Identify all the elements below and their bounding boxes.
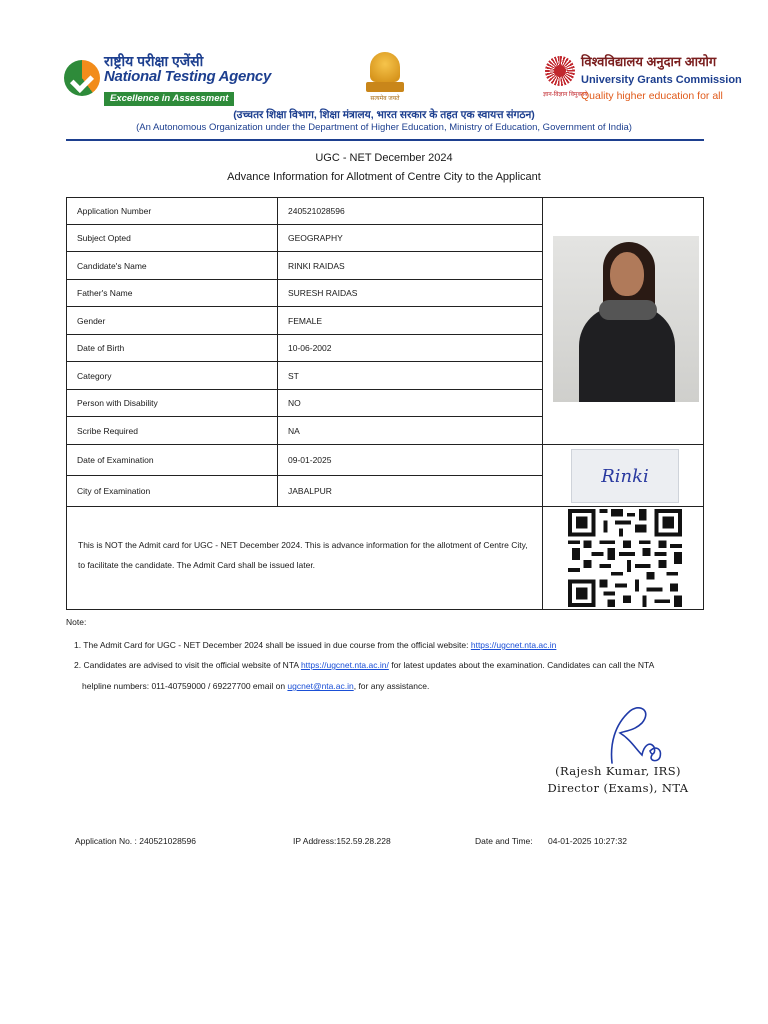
note-2-text-c: helpline numbers: 011-40759000 / 69227700 email on: [82, 681, 288, 691]
email-link[interactable]: ugcnet@nta.ac.in: [287, 681, 354, 691]
row-label: Candidate's Name: [67, 252, 278, 279]
row-value: 240521028596: [278, 198, 543, 224]
row-value: FEMALE: [278, 307, 543, 334]
table-row: [67, 476, 543, 507]
ugcnet-website-link[interactable]: https://ugcnet.nta.ac.in: [470, 640, 557, 650]
signature-cell: [543, 445, 704, 507]
row-value: JABALPUR: [278, 476, 543, 506]
footer-date-time-label: Date and Time:: [475, 836, 533, 846]
row-value: NO: [278, 390, 543, 416]
nta-tagline: Excellence in Assessment: [104, 92, 234, 106]
ugc-sun-icon: [545, 56, 575, 86]
table-row: [67, 445, 543, 476]
row-value: NA: [278, 417, 543, 444]
row-label: Date of Examination: [67, 445, 278, 475]
table-row: [67, 335, 543, 362]
row-value: RINKI RAIDAS: [278, 252, 543, 279]
director-name: (Rajesh Kumar, IRS): [555, 764, 681, 778]
ugc-logo: [543, 52, 742, 108]
nta-hindi-name: राष्ट्रीय परीक्षा एजेंसी: [104, 53, 204, 69]
header-divider: [66, 139, 704, 141]
row-value: GEOGRAPHY: [278, 225, 543, 251]
row-value: 09-01-2025: [278, 445, 543, 475]
director-title: Director (Exams), NTA: [547, 781, 689, 795]
note-2-text-b: for latest updates about the examination. Candidates can call the NTA: [388, 660, 655, 670]
notes-heading: Note:: [66, 617, 87, 627]
candidate-info-table: [66, 197, 704, 610]
row-value: SURESH RAIDAS: [278, 280, 543, 306]
table-row: [67, 390, 543, 417]
national-emblem-icon: [362, 52, 408, 106]
footer-date-time-value: 04-01-2025 10:27:32: [548, 836, 627, 846]
document-title: Advance Information for Allotment of Centre City to the Applicant: [227, 171, 541, 183]
org-description-hindi: (उच्चतर शिक्षा विभाग, शिक्षा मंत्रालय, भारत सरकार के तहत एक स्वायत्त संगठन): [233, 109, 535, 121]
exam-title: UGC - NET December 2024: [315, 152, 453, 164]
authority-signature-block: [530, 705, 710, 800]
ugc-english-name: University Grants Commission: [581, 74, 742, 86]
footer-application-no: Application No. : 240521028596: [75, 836, 196, 846]
table-row: [67, 307, 543, 335]
footer-ip-address: IP Address:152.59.28.228: [293, 836, 391, 846]
row-label: Application Number: [67, 198, 278, 224]
row-label: Category: [67, 362, 278, 389]
row-label: Subject Opted: [67, 225, 278, 251]
note-item-1: [74, 640, 556, 650]
ugc-caption: ज्ञान-विज्ञान विमुक्तये: [543, 92, 588, 98]
note-item-2: [74, 660, 654, 670]
note-item-2-continued: [82, 681, 429, 691]
qr-code-icon: [568, 508, 682, 608]
table-row: [67, 225, 543, 252]
advance-info-notice: This is NOT the Admit card for UGC - NET December 2024. This is advance information for the allotment of Centre City, to facilitate the candidate. The Admit Card shall be issued later.: [67, 507, 543, 610]
ugc-tagline: Quality higher education for all: [581, 90, 723, 102]
table-row: [67, 280, 543, 307]
row-value: 10-06-2002: [278, 335, 543, 361]
note-2-text-a: 2. Candidates are advised to visit the official website of NTA: [74, 660, 301, 670]
candidate-photo: [553, 236, 699, 402]
photo-cell: [543, 198, 704, 445]
emblem-motto: सत्यमेव जयते: [370, 96, 400, 102]
nta-website-link[interactable]: https://ugcnet.nta.ac.in/: [300, 660, 389, 670]
ugc-hindi-name: विश्वविद्यालय अनुदान आयोग: [581, 54, 717, 69]
row-value: ST: [278, 362, 543, 389]
row-label: Gender: [67, 307, 278, 334]
candidate-signature: [571, 449, 679, 503]
director-signature-icon: [600, 705, 670, 767]
nta-logo: [64, 52, 272, 108]
nta-english-name: National Testing Agency: [104, 68, 272, 85]
note-1-text: 1. The Admit Card for UGC - NET December 2024 shall be issued in due course from the official website:: [74, 640, 471, 650]
row-label: Date of Birth: [67, 335, 278, 361]
row-label: Person with Disability: [67, 390, 278, 416]
note-2-text-d: , for any assistance.: [353, 681, 430, 691]
table-row: [67, 362, 543, 390]
org-description-english: (An Autonomous Organization under the Department of Higher Education, Ministry of Education, Government of India): [136, 122, 632, 133]
table-row: [67, 198, 543, 225]
table-row: [67, 252, 543, 280]
row-label: City of Examination: [67, 476, 278, 506]
nta-check-icon: [64, 60, 100, 96]
table-row: [67, 417, 543, 445]
row-label: Father's Name: [67, 280, 278, 306]
signature-text: Rinki: [601, 465, 649, 487]
document-header: [0, 0, 768, 145]
row-label: Scribe Required: [67, 417, 278, 444]
